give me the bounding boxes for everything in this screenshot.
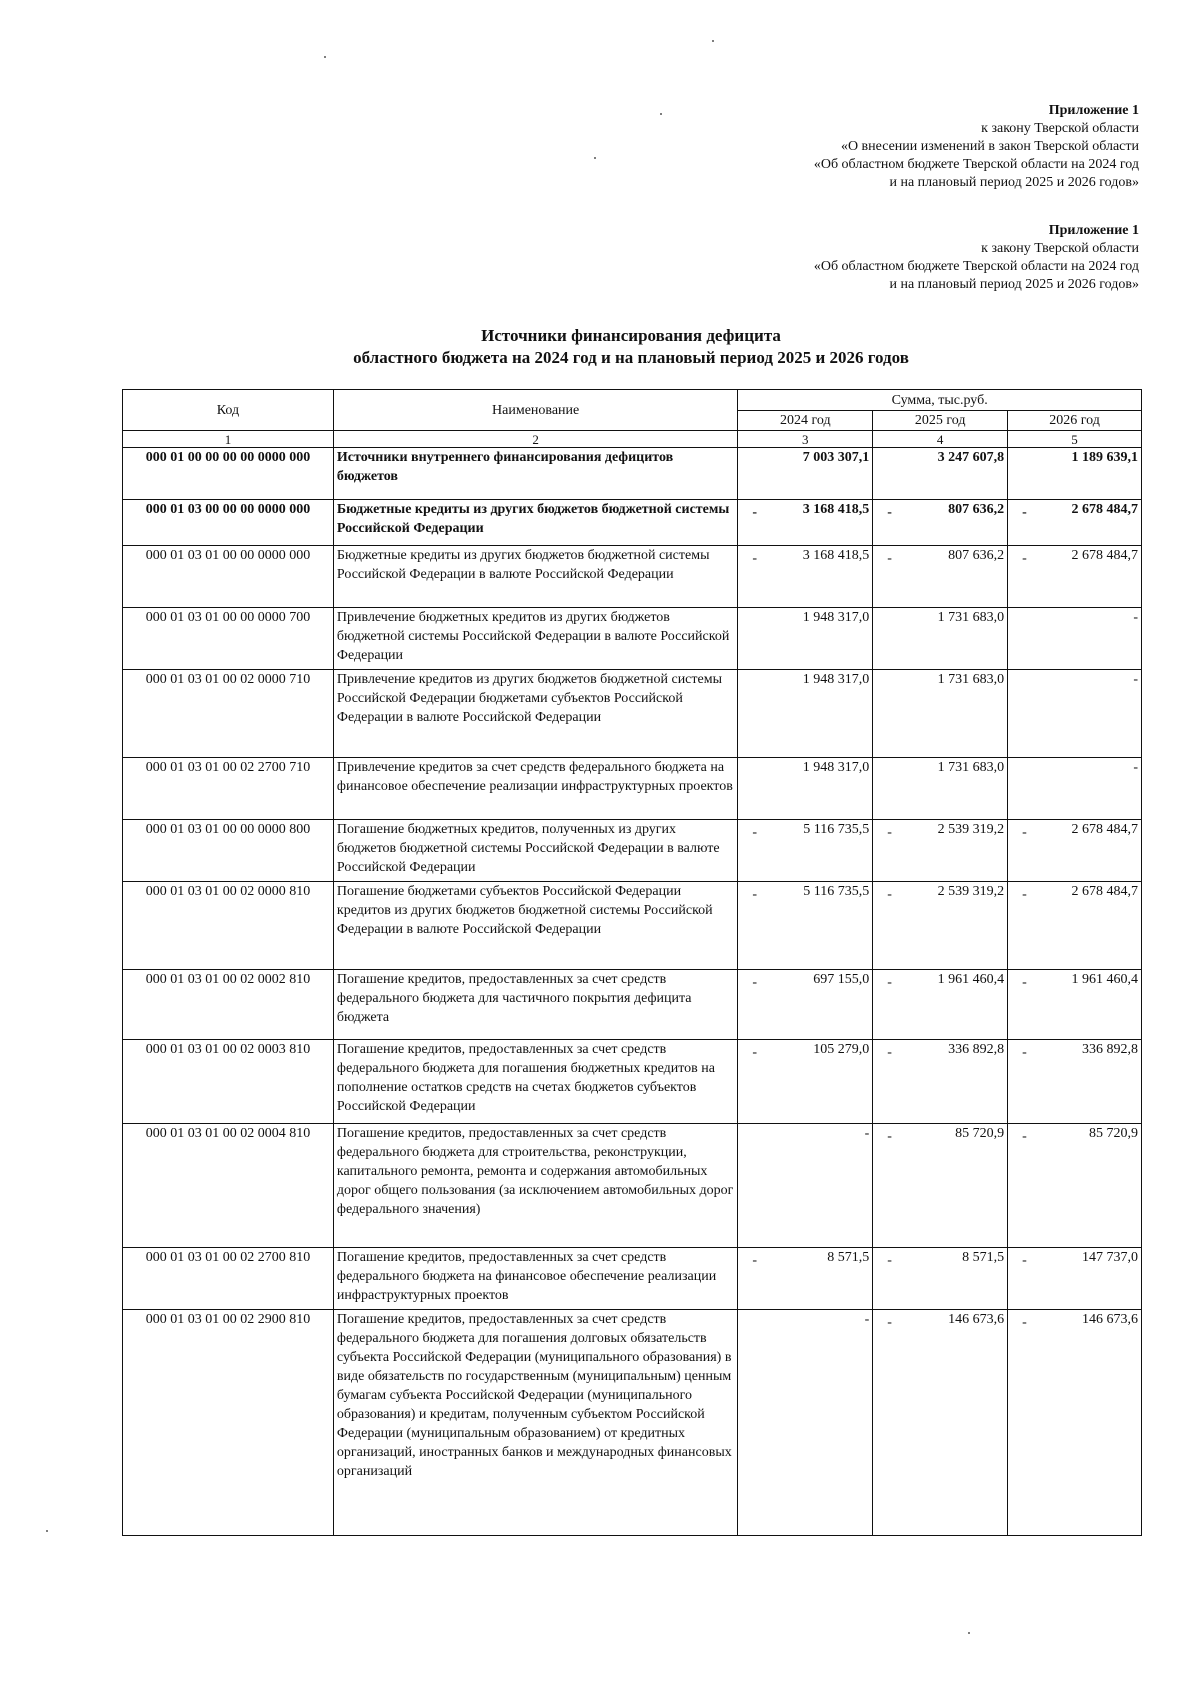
- amount-value: 146 673,6: [1082, 1312, 1138, 1327]
- appendix-line: «Об областном бюджете Тверской области на 2024 год: [813, 259, 1139, 274]
- amount-value: 1 731 683,0: [937, 672, 1005, 687]
- table-row: [123, 1124, 1142, 1248]
- row-name: Привлечение кредитов за счет средств федерального бюджета на финансовое обеспечение реализации инфраструктурных проектов: [333, 758, 737, 820]
- amount-value: 336 892,8: [948, 1042, 1005, 1057]
- amount-2025: [873, 608, 1008, 670]
- appendix-header-original: [814, 222, 1139, 294]
- amount-2024: [738, 1124, 873, 1248]
- negative-sign: -: [752, 1045, 758, 1060]
- header-sum: Сумма, тыс.руб.: [738, 390, 1142, 411]
- row-code: 000 01 03 01 00 02 0000 710: [123, 670, 334, 758]
- row-name: Привлечение бюджетных кредитов из других бюджетов бюджетной системы Российской Федерации в валюте Российской Федерации: [333, 608, 737, 670]
- scan-speck: [324, 56, 326, 58]
- amount-2026: [1008, 546, 1142, 608]
- table-row: [123, 1248, 1142, 1310]
- table-row: [123, 1040, 1142, 1124]
- row-code: 000 01 03 01 00 02 0004 810: [123, 1124, 334, 1248]
- row-code: 000 01 03 01 00 02 2900 810: [123, 1310, 334, 1536]
- row-code: 000 01 03 01 00 02 2700 710: [123, 758, 334, 820]
- amount-value: 2 539 319,2: [937, 884, 1005, 899]
- amount-2025: [873, 546, 1008, 608]
- column-number: 5: [1008, 431, 1142, 448]
- header-year-2025: 2025 год: [873, 411, 1008, 431]
- amount-value: 2 678 484,7: [1071, 548, 1138, 563]
- scan-speck: [594, 157, 596, 159]
- header-code: Код: [123, 390, 334, 431]
- document-title-line-2: областного бюджета на 2024 год и на плановый период 2025 и 2026 годов: [353, 348, 909, 367]
- amount-value: -: [1133, 610, 1138, 625]
- document-title: [0, 325, 1200, 369]
- row-code: 000 01 03 01 00 02 0003 810: [123, 1040, 334, 1124]
- amount-value: 1 948 317,0: [802, 610, 870, 625]
- amount-value: 1 189 639,1: [1071, 450, 1138, 465]
- appendix-line: к закону Тверской области: [981, 121, 1139, 136]
- row-name: Погашение бюджетных кредитов, полученных из других бюджетов бюджетной системы Российской Федерации в валюте Российской Федерации: [333, 820, 737, 882]
- amount-2026: [1008, 882, 1142, 970]
- row-name: Погашение кредитов, предоставленных за счет средств федерального бюджета для строительства, реконструкции, капитального ремонта, ремонта и содержания автомобильных дорог общего пользования (за исключением автомобильных дорог федерального значения): [333, 1124, 737, 1248]
- row-code: 000 01 03 01 00 02 2700 810: [123, 1248, 334, 1310]
- negative-sign: -: [887, 887, 892, 902]
- negative-sign: -: [1022, 887, 1027, 902]
- table-row: [123, 448, 1142, 500]
- negative-sign: -: [887, 551, 892, 566]
- amount-value: -: [864, 1312, 870, 1327]
- row-name: Бюджетные кредиты из других бюджетов бюджетной системы Российской Федерации в валюте Российской Федерации: [333, 546, 737, 608]
- header-name: Наименование: [333, 390, 737, 431]
- amount-2025: [873, 448, 1008, 500]
- row-name: Источники внутреннего финансирования дефицитов бюджетов: [333, 448, 737, 500]
- amount-2024: [738, 820, 873, 882]
- amount-2026: [1008, 670, 1142, 758]
- negative-sign: -: [887, 1315, 892, 1330]
- row-code: 000 01 03 00 00 00 0000 000: [123, 500, 334, 546]
- amount-value: 7 003 307,1: [802, 450, 870, 465]
- negative-sign: -: [887, 1253, 892, 1268]
- negative-sign: -: [1022, 825, 1027, 840]
- appendix-line: и на плановый период 2025 и 2026 годов»: [889, 277, 1139, 292]
- amount-value: 1 961 460,4: [1071, 972, 1138, 987]
- amount-value: 105 279,0: [813, 1042, 870, 1057]
- amount-value: 85 720,9: [955, 1126, 1005, 1141]
- negative-sign: -: [1022, 1253, 1027, 1268]
- amount-2024: [738, 1248, 873, 1310]
- amount-value: 3 168 418,5: [802, 502, 870, 517]
- amount-2025: [873, 882, 1008, 970]
- row-name: Погашение кредитов, предоставленных за счет средств федерального бюджета для частичного покрытия дефицита бюджета: [333, 970, 737, 1040]
- row-code: 000 01 03 01 00 00 0000 700: [123, 608, 334, 670]
- column-number: 4: [873, 431, 1008, 448]
- scan-speck: [660, 113, 662, 115]
- row-code: 000 01 03 01 00 00 0000 800: [123, 820, 334, 882]
- amount-value: 1 731 683,0: [937, 610, 1005, 625]
- row-code: 000 01 03 01 00 02 0002 810: [123, 970, 334, 1040]
- negative-sign: -: [1022, 975, 1027, 990]
- negative-sign: -: [887, 1129, 892, 1144]
- negative-sign: -: [1022, 505, 1027, 520]
- row-code: 000 01 03 01 00 00 0000 000: [123, 546, 334, 608]
- amount-2025: [873, 758, 1008, 820]
- amount-value: 1 961 460,4: [937, 972, 1005, 987]
- negative-sign: -: [1022, 1315, 1027, 1330]
- amount-2024: [738, 670, 873, 758]
- negative-sign: -: [887, 825, 892, 840]
- appendix-line: «Об областном бюджете Тверской области на 2024 год: [813, 157, 1139, 172]
- amount-2024: [738, 1040, 873, 1124]
- table-row: [123, 970, 1142, 1040]
- amount-2025: [873, 500, 1008, 546]
- negative-sign: -: [752, 887, 758, 902]
- amount-value: 336 892,8: [1082, 1042, 1138, 1057]
- amount-value: 1 731 683,0: [937, 760, 1005, 775]
- amount-value: 697 155,0: [813, 972, 870, 987]
- appendix-line: и на плановый период 2025 и 2026 годов»: [889, 175, 1139, 190]
- negative-sign: -: [1022, 1129, 1027, 1144]
- negative-sign: -: [887, 505, 892, 520]
- scan-speck: [968, 1632, 970, 1634]
- negative-sign: -: [887, 975, 892, 990]
- amount-value: -: [864, 1126, 870, 1141]
- table-row: [123, 758, 1142, 820]
- amount-2026: [1008, 820, 1142, 882]
- amount-value: 1 948 317,0: [802, 672, 870, 687]
- table-row: [123, 670, 1142, 758]
- amount-2025: [873, 1310, 1008, 1536]
- amount-value: 2 678 484,7: [1071, 822, 1138, 837]
- table-row: [123, 500, 1142, 546]
- row-code: 000 01 03 01 00 02 0000 810: [123, 882, 334, 970]
- appendix-line: к закону Тверской области: [981, 241, 1139, 256]
- negative-sign: -: [752, 825, 758, 840]
- amount-2024: [738, 500, 873, 546]
- row-name: Погашение бюджетами субъектов Российской Федерации кредитов из других бюджетов бюджетной системы Российской Федерации в валюте Российской Федерации: [333, 882, 737, 970]
- header-year-2024: 2024 год: [738, 411, 873, 431]
- amount-value: 147 737,0: [1082, 1250, 1138, 1265]
- amount-value: 807 636,2: [948, 548, 1005, 563]
- scan-speck: [712, 40, 714, 42]
- amount-value: -: [1133, 672, 1138, 687]
- appendix-title: Приложение 1: [1048, 223, 1139, 238]
- amount-2025: [873, 820, 1008, 882]
- amount-2026: [1008, 970, 1142, 1040]
- negative-sign: -: [1022, 1045, 1027, 1060]
- amount-2025: [873, 1248, 1008, 1310]
- amount-2024: [738, 1310, 873, 1536]
- negative-sign: -: [887, 1045, 892, 1060]
- scan-speck: [46, 1530, 48, 1532]
- column-number: 1: [123, 431, 334, 448]
- table-row: [123, 546, 1142, 608]
- amount-2026: [1008, 1124, 1142, 1248]
- amount-2025: [873, 1040, 1008, 1124]
- negative-sign: -: [752, 551, 758, 566]
- table-row: [123, 608, 1142, 670]
- table-row: [123, 882, 1142, 970]
- amount-value: 807 636,2: [948, 502, 1005, 517]
- amount-2026: [1008, 1248, 1142, 1310]
- amount-2024: [738, 882, 873, 970]
- amount-2024: [738, 970, 873, 1040]
- amount-value: 3 168 418,5: [802, 548, 870, 563]
- amount-2024: [738, 448, 873, 500]
- amount-2025: [873, 670, 1008, 758]
- column-number: 2: [333, 431, 737, 448]
- appendix-line: «О внесении изменений в закон Тверской области: [840, 139, 1139, 154]
- amount-value: 2 539 319,2: [937, 822, 1005, 837]
- amount-value: 8 571,5: [962, 1250, 1005, 1265]
- amount-value: 2 678 484,7: [1071, 502, 1138, 517]
- amount-2026: [1008, 1040, 1142, 1124]
- header-year-2026: 2026 год: [1008, 411, 1142, 431]
- amount-value: 85 720,9: [1089, 1126, 1138, 1141]
- row-name: Погашение кредитов, предоставленных за счет средств федерального бюджета для погашения долговых обязательств субъекта Российской Федерации (муниципального образования) в виде обязательств по государственным (муниципальным) ценным бумагам субъекта Российской Федерации (муниципального образования) и кредитам, полученным субъектом Российской Федерации (муниципальным образованием) от кредитных организаций, иностранных банков и международных финансовых организаций: [333, 1310, 737, 1536]
- amount-2026: [1008, 500, 1142, 546]
- amount-2024: [738, 608, 873, 670]
- amount-2024: [738, 758, 873, 820]
- row-code: 000 01 00 00 00 00 0000 000: [123, 448, 334, 500]
- financing-sources-table: [122, 389, 1142, 1536]
- amount-2026: [1008, 608, 1142, 670]
- column-number: 3: [738, 431, 873, 448]
- table-row: [123, 820, 1142, 882]
- amount-2026: [1008, 758, 1142, 820]
- amount-2026: [1008, 448, 1142, 500]
- row-name: Погашение кредитов, предоставленных за счет средств федерального бюджета на финансовое обеспечение реализации инфраструктурных проектов: [333, 1248, 737, 1310]
- appendix-title: Приложение 1: [1048, 103, 1139, 118]
- negative-sign: -: [1022, 551, 1027, 566]
- row-name: Привлечение кредитов из других бюджетов бюджетной системы Российской Федерации бюджетами субъектов Российской Федерации в валюте Российской Федерации: [333, 670, 737, 758]
- amount-value: 5 116 735,5: [803, 884, 870, 899]
- negative-sign: -: [752, 505, 758, 520]
- negative-sign: -: [752, 975, 758, 990]
- row-name: Погашение кредитов, предоставленных за счет средств федерального бюджета для погашения бюджетных кредитов на пополнение остатков средств на счетах бюджетов субъектов Российской Федерации: [333, 1040, 737, 1124]
- negative-sign: -: [752, 1253, 758, 1268]
- amount-2025: [873, 1124, 1008, 1248]
- appendix-header-current: [814, 102, 1139, 192]
- row-name: Бюджетные кредиты из других бюджетов бюджетной системы Российской Федерации: [333, 500, 737, 546]
- document-title-line-1: Источники финансирования дефицита: [481, 326, 781, 345]
- amount-2026: [1008, 1310, 1142, 1536]
- amount-value: -: [1133, 760, 1138, 775]
- amount-value: 1 948 317,0: [802, 760, 870, 775]
- amount-value: 146 673,6: [948, 1312, 1005, 1327]
- amount-value: 8 571,5: [827, 1250, 870, 1265]
- amount-value: 2 678 484,7: [1071, 884, 1138, 899]
- amount-value: 3 247 607,8: [937, 450, 1005, 465]
- amount-2025: [873, 970, 1008, 1040]
- table-row: [123, 1310, 1142, 1536]
- amount-2024: [738, 546, 873, 608]
- amount-value: 5 116 735,5: [803, 822, 870, 837]
